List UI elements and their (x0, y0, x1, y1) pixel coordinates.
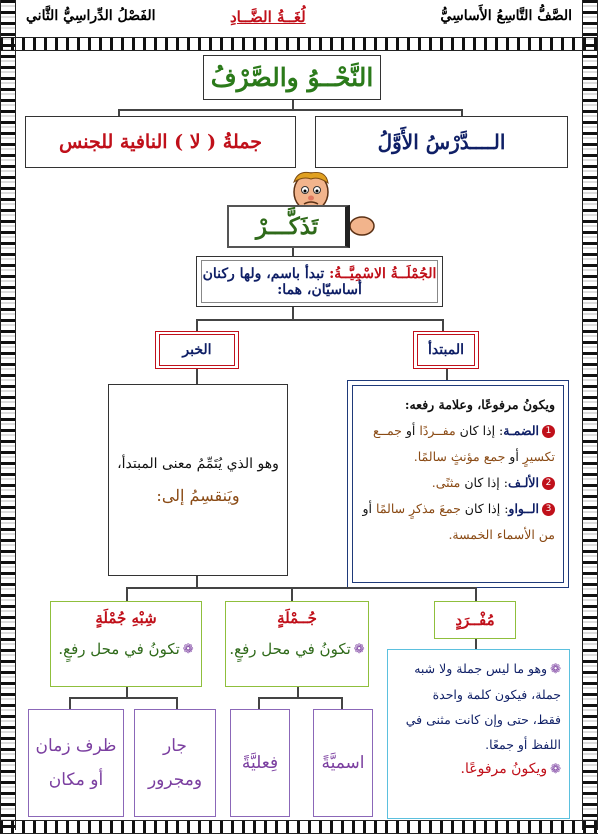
page-border-left (0, 0, 16, 830)
subtype-prepositional-box (134, 709, 216, 817)
flower-icon: ❁ (550, 662, 561, 677)
subtype-verbal-box (230, 709, 290, 817)
subject-details-box (347, 380, 569, 588)
subject-label-box (413, 331, 479, 369)
grade-label: الصَّفُّ التَّاسِعُ الأَساسِيُّ (440, 8, 572, 24)
connector (258, 697, 342, 699)
number-badge: 1 (542, 425, 555, 438)
semester-label: الفَصْلُ الدِّراسِيُّ الثَّاني (26, 8, 156, 24)
lesson-topic-box: جملةُ ( لا ) النافية للجنس (25, 116, 296, 168)
subtype-nominal: اسميَّةً (321, 753, 365, 773)
type-single-desc-line: جملة، فيكون كلمة واحدة (432, 687, 561, 702)
connector (297, 687, 299, 697)
case-name: الــواو (508, 501, 539, 516)
connector (442, 319, 444, 331)
subtype-adverb-box (28, 709, 124, 817)
type-sentence-label: جُــمْلَةٍ (277, 609, 317, 627)
type-single-desc-line: اللفظ أو جمعًا. (485, 737, 561, 752)
connector (196, 369, 198, 385)
subtype-adverb-line: ظرف زمان (35, 736, 117, 756)
type-sentence-desc: تكونُ في محل رفعٍ. (229, 640, 351, 658)
case-key: جمع مؤنثٍ سالمًا. (413, 449, 506, 464)
connector (475, 587, 477, 601)
case-text: أو (362, 501, 373, 516)
subject-intro: ويكونُ مرفوعًا، وعلامة رفعه: (404, 397, 555, 412)
case-text: أو (509, 449, 519, 464)
subtype-adverb-line: أو مكان (48, 770, 104, 790)
connector (126, 587, 476, 589)
case-alif (361, 470, 555, 496)
case-text: : إذا كان (464, 501, 509, 516)
connector (69, 697, 71, 709)
nominal-sentence-definition: تبدأ باسم، ولها ركنان أساسيّان، هما: (202, 265, 362, 298)
case-text: أو (405, 423, 416, 438)
subtype-prepositional-line: ومجرور (147, 770, 203, 790)
case-key: من الأسماء الخمسة. (448, 527, 555, 542)
case-damma (361, 418, 555, 470)
subtype-prepositional-line: جار (163, 736, 187, 756)
connector (196, 319, 443, 321)
predicate-label-box (155, 331, 239, 369)
subtype-nominal-box (313, 709, 373, 817)
type-semi-sentence-desc: تكونُ في محل رفعٍ. (58, 640, 180, 658)
predicate-definition: وهو الذي يُتَمِّمُ معنى المبتدأ، (117, 456, 279, 472)
number-badge: 2 (542, 477, 555, 490)
flower-icon: ❁ (353, 641, 365, 657)
case-name: الألـف (507, 475, 539, 490)
lesson-label-box: الــــدَّرْسُ الأَوَّلُ (315, 116, 568, 168)
page-title: النَّحْــوُ والصَّرْفُ (203, 55, 381, 100)
connector (475, 639, 477, 649)
connector (126, 587, 128, 601)
remember-sign: تَذَكَّـــرْ (227, 205, 350, 248)
case-name: الضمـة (503, 423, 539, 438)
case-key: مثنًى. (431, 475, 461, 490)
connector (196, 319, 198, 331)
type-single-desc-line: فقط، حتى وإن كانت مثنى في (405, 712, 561, 727)
subject-label: لُغَــةُ الضَّــادِ (230, 8, 306, 26)
type-single-label: مُفْــرَدٍ (434, 601, 516, 639)
subtype-verbal: فِعليَّةً (241, 753, 279, 773)
case-text: : إذا كان (459, 423, 504, 438)
case-waw (361, 496, 555, 548)
predicate-divides: ويَنقسِمُ إلى: (156, 486, 240, 505)
type-semi-sentence-label: شِبْهِ جُمْلَةٍ (95, 609, 157, 627)
connector (291, 587, 293, 601)
subject-label: المبتدأ (417, 334, 475, 366)
type-sentence-box (225, 601, 369, 687)
nominal-sentence-box (196, 256, 443, 307)
case-text: : إذا كان (464, 475, 508, 490)
type-single-desc-line: وهو ما ليس جملة ولا شبه (414, 661, 548, 676)
predicate-label: الخبر (159, 334, 235, 366)
type-single-desc-box (387, 649, 570, 819)
predicate-details-box (108, 384, 288, 576)
connector (341, 697, 343, 709)
case-key: مفــردًا (419, 423, 456, 438)
connector (292, 248, 294, 256)
connector (126, 687, 128, 697)
connector (118, 109, 462, 111)
type-semi-sentence-box (50, 601, 202, 687)
case-key: جمــع تكسيرٍ (372, 423, 555, 464)
flower-icon: ❁ (182, 641, 194, 657)
connector (69, 697, 177, 699)
nominal-sentence-term: الجُمْلَــةُ الاسْمِيَّــةُ: (329, 265, 437, 282)
number-badge: 3 (542, 503, 555, 516)
flower-icon: ❁ (550, 762, 561, 777)
page-border-right (582, 0, 598, 830)
type-single-closing: ويكونُ مرفوعًا. (460, 761, 548, 777)
connector (258, 697, 260, 709)
connector (176, 697, 178, 709)
page-border-bottom (0, 820, 598, 834)
header-rule (0, 37, 598, 51)
connector (446, 369, 448, 380)
case-key: جمعَ مذكرٍ سالمًا (376, 501, 461, 516)
